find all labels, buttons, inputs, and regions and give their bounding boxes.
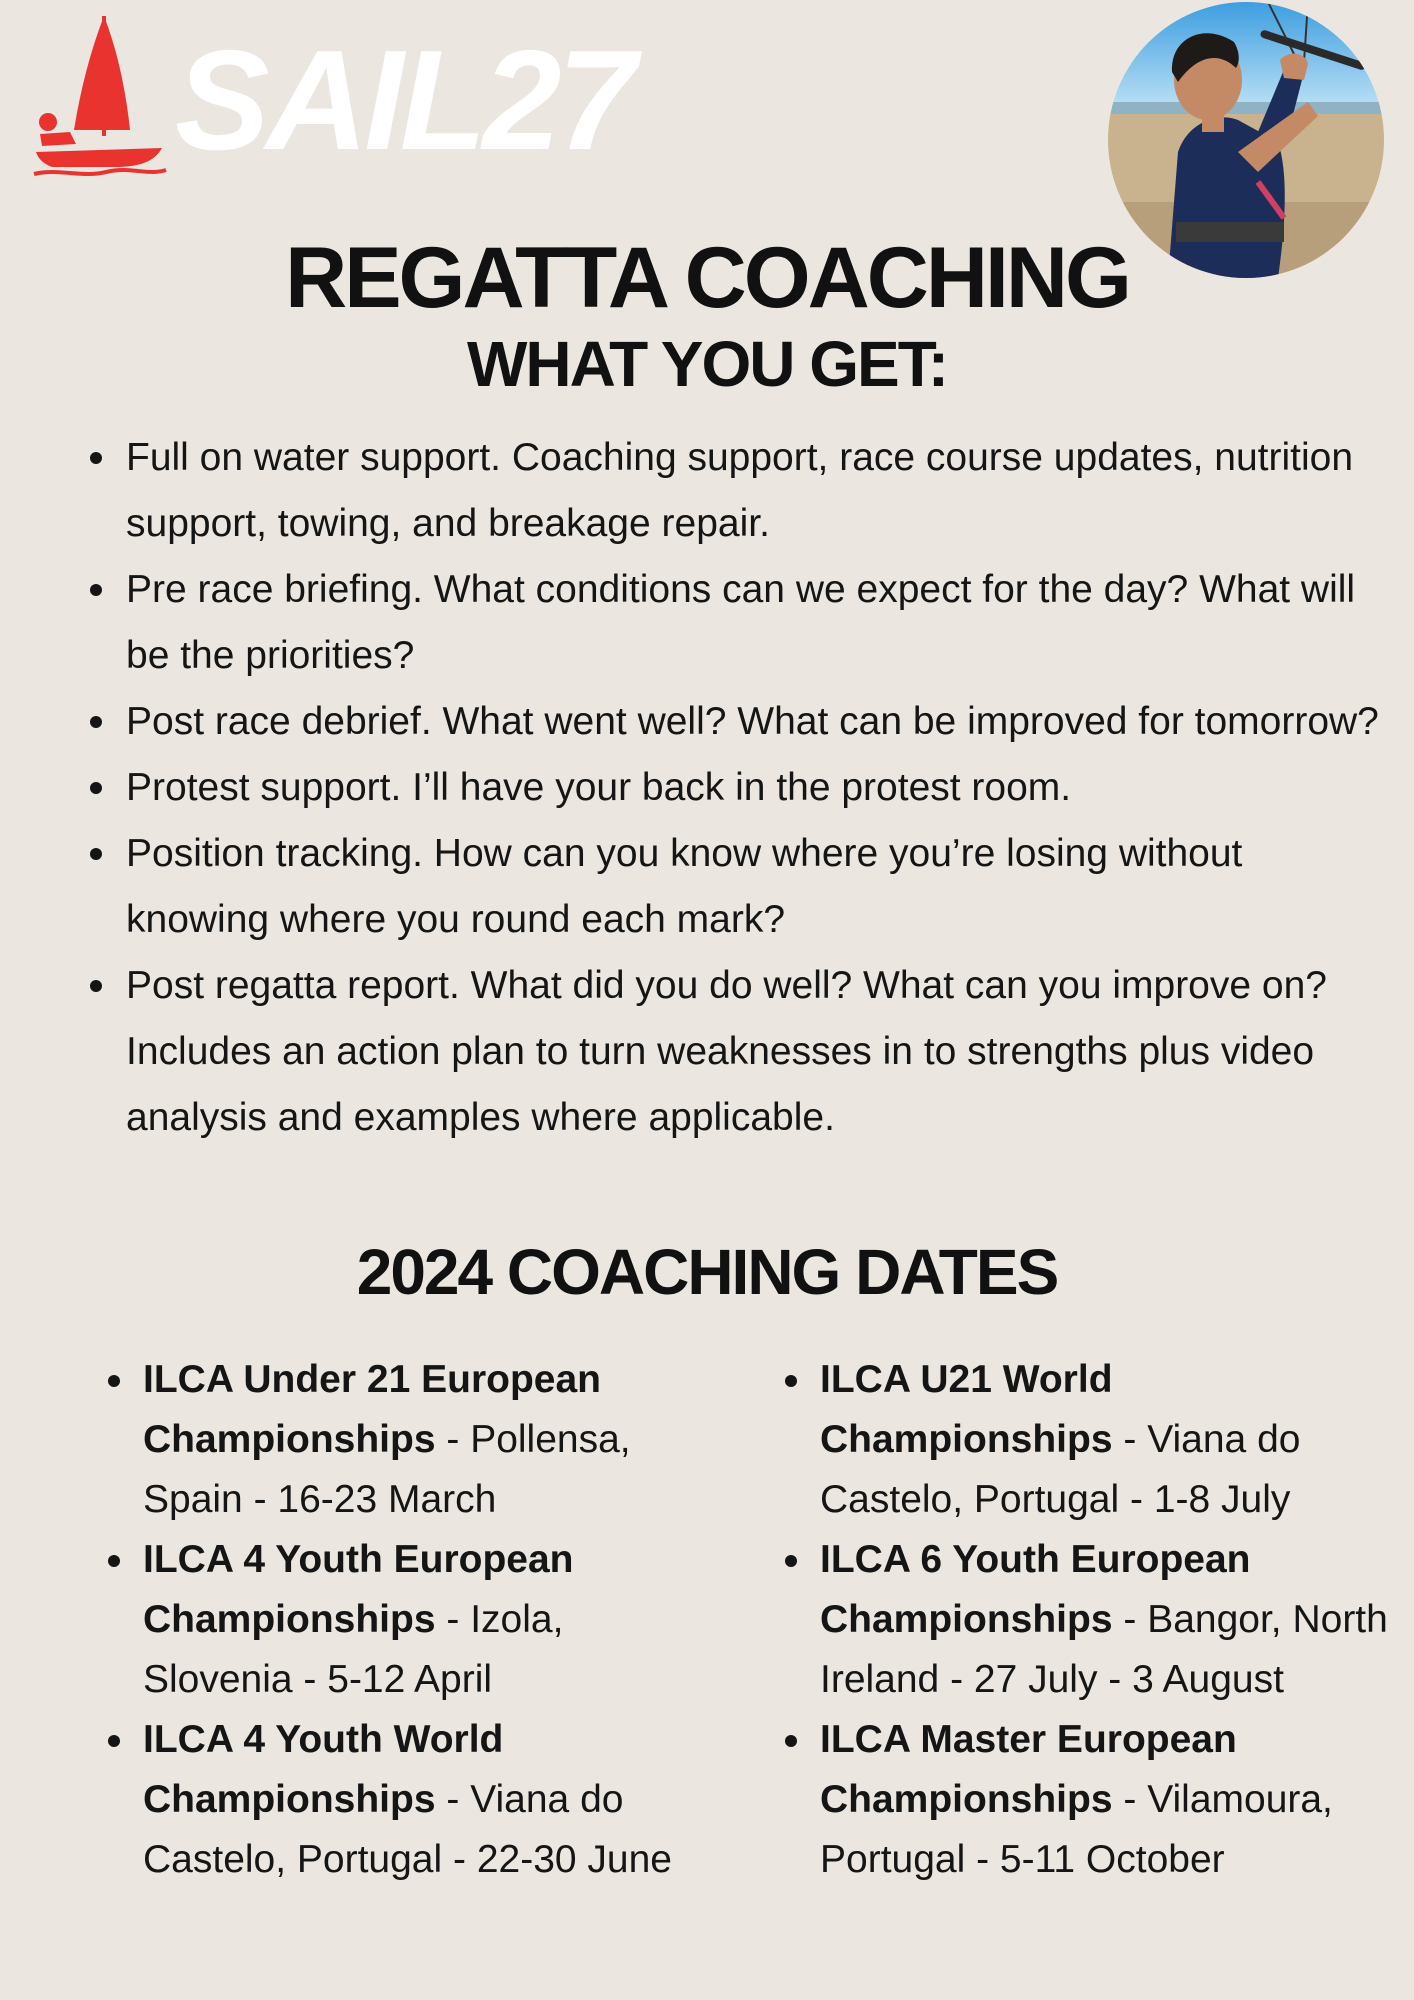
benefits-list xyxy=(84,425,1394,1151)
list-item: Full on water support. Coaching support, race course updates, nutrition support, towing, and breakage repair. xyxy=(84,425,1394,557)
sailboat-icon xyxy=(30,12,170,177)
event-name: ILCA Master European Championships xyxy=(820,1718,1237,1821)
page-title: REGATTA COACHING xyxy=(285,230,1129,326)
list-item: Post regatta report. What did you do well? What can you improve on? Includes an action plan to turn weaknesses in to strengths plus video analysis and examples where applicable. xyxy=(84,953,1394,1151)
event-name: ILCA U21 World Championships xyxy=(820,1358,1113,1461)
brand-name: SAIL27 xyxy=(175,21,633,180)
list-item: Pre race briefing. What conditions can we expect for the day? What will be the priorities? xyxy=(84,557,1394,689)
event-name: ILCA 4 Youth European Championships xyxy=(143,1538,574,1641)
event-details: - Bangor, North Ireland - 27 July - 3 August xyxy=(820,1598,1388,1701)
list-item xyxy=(100,1350,700,1530)
event-details: - Vilamoura, Portugal - 5-11 October xyxy=(820,1778,1333,1881)
event-name: ILCA 6 Youth European Championships xyxy=(820,1538,1251,1641)
event-details: - Pollensa, Spain - 16-23 March xyxy=(143,1418,631,1521)
list-item xyxy=(777,1350,1399,1530)
dates-list-left xyxy=(100,1350,700,1890)
list-item: Post race debrief. What went well? What can be improved for tomorrow? xyxy=(84,689,1394,755)
section-title-dates: 2024 COACHING DATES xyxy=(356,1236,1058,1308)
list-item xyxy=(777,1530,1399,1710)
section-title-benefits: WHAT YOU GET: xyxy=(466,328,948,400)
event-name: ILCA Under 21 European Championships xyxy=(143,1358,601,1461)
list-item xyxy=(100,1710,700,1890)
event-details: - Izola, Slovenia - 5-12 April xyxy=(143,1598,564,1701)
dates-list-right xyxy=(777,1350,1399,1890)
list-item: Position tracking. How can you know where you’re losing without knowing where you round each mark? xyxy=(84,821,1394,953)
event-details: - Viana do Castelo, Portugal - 22-30 June xyxy=(143,1778,672,1881)
brand-logo xyxy=(30,12,633,180)
list-item xyxy=(100,1530,700,1710)
event-details: - Viana do Castelo, Portugal - 1-8 July xyxy=(820,1418,1301,1521)
list-item xyxy=(777,1710,1399,1890)
list-item: Protest support. I’ll have your back in the protest room. xyxy=(84,755,1394,821)
event-name: ILCA 4 Youth World Championships xyxy=(143,1718,504,1821)
